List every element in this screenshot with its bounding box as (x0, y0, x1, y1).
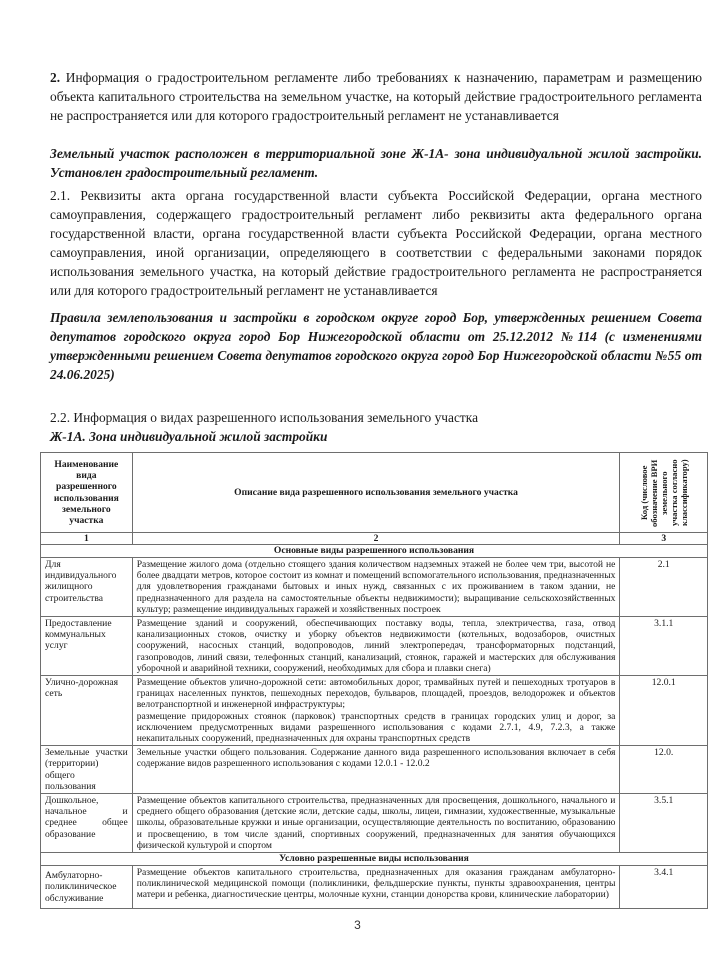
permitted-use-table (40, 452, 708, 909)
column-number: 1 (41, 533, 133, 545)
section-2-1-paragraph: 2.1. Реквизиты акта органа государственной власти субъекта Российской Федерации, органа местного самоуправления, содержащего градостроительный регламент либо реквизиты акта федерального органа государственной власти, органа государственной власти субъекта Российской Федерации, органа местного самоуправления, иной организации, определяющего в соответствии с федеральными законами порядок использования земельного участка, на который действие градостроительного регламента не распространяется или для которого градостроительный регламент не устанавливается (50, 188, 702, 298)
table-row (41, 746, 708, 794)
use-description: Размещение объектов капитального строительства, предназначенных для просвещения, дошкольного, начального и среднего общего образования (детские ясли, детские сады, школы, лицеи, гимназии, художественные, музыкальные школы, образовательные кружки и иные организации, осуществляющие деятельность по воспитанию, образованию и просвещению, в том числе зданий, спортивных сооружений, предназначенных для занятия обучающихся физической культурой и спортом (132, 794, 620, 853)
column-number: 3 (620, 533, 708, 545)
use-description-part-1: Размещение объектов улично-дорожной сети: автомобильных дорог, трамвайных путей и пешеходных тротуаров в границах населенных пунктов, пешеходных переходов, бульваров, площадей, проездов, велодорожек и объектов велотранспортной и инженерной инфраструктуры; (136, 677, 616, 711)
use-name: Дошкольное, начальное и среднее общее образование (41, 794, 133, 853)
table-row (41, 617, 708, 676)
use-description: Размещение объектов капитального строительства, предназначенных для оказания гражданам амбулаторно-поликлинической медицинской помощи (поликлиники, фельдшерские пункты, пункты здравоохранения, центры матери и ребенка, диагностические центры, молочные кухни, станции донорства крови, клинические лаборатории) (132, 866, 620, 909)
table-row (41, 866, 708, 909)
section-2-paragraph (50, 68, 702, 125)
use-name: Для индивидуального жилищного строительства (41, 558, 133, 617)
column-number-row (41, 533, 708, 545)
use-name: Улично-дорожная сеть (41, 676, 133, 746)
table-row (41, 558, 708, 617)
table-row (41, 676, 708, 746)
use-code: 12.0. (620, 746, 708, 794)
use-description: Размещение жилого дома (отдельно стоящего здания количеством надземных этажей не более чем три, высотой не более двадцати метров, которое состоит из комнат и помещений вспомогательного использования, предназначенных для удовлетворения гражданами бытовых и иных нужд, связанных с их проживанием в таком здании, не предназначенного для раздела на самостоятельные объекты недвижимости); выращивание сельскохозяйственных культур; размещение индивидуальных гаражей и хозяйственных построек (132, 558, 620, 617)
header-use-code-text: Код (числовое обозначение ВРИ земельного участка согласно классификатору) (638, 458, 689, 527)
use-name: Амбулаторно-поликлиническое обслуживание (41, 866, 133, 909)
section-title-main-uses: Основные виды разрешенного использования (41, 545, 708, 558)
land-use-rules-reference: Правила землепользования и застройки в городском округе город Бор, утвержденных решением Совета депутатов городского округа город Бор Нижегородской области от 25.12.2012 №114 (с изменениями утвержденными решением Совета депутатов городского округа город Бор Нижегородской области №55 от 24.06.2025) (50, 310, 702, 382)
use-code: 2.1 (620, 558, 708, 617)
use-description-part-2: размещение придорожных стоянок (парковок) транспортных средств в границах городских улиц и дорог, за исключением предусмотренных видами разрешенного использования с кодами 2.7.1, 4.9, 7.2.3, а также некапитальных сооружений, предназначенных для охраны транспортных средств (136, 710, 616, 745)
use-code: 12.0.1 (620, 676, 708, 746)
use-name: Земельные участки (территории) общего пользования (41, 746, 133, 794)
use-description: Земельные участки общего пользования. Содержание данного вида разрешенного использования включает в себя содержание видов разрешенного использования с кодами 12.0.1 - 12.0.2 (132, 746, 620, 794)
table-row (41, 794, 708, 853)
use-description: Размещение зданий и сооружений, обеспечивающих поставку воды, тепла, электричества, газа, отвод канализационных стоков, очистку и уборку объектов недвижимости (котельных, водозаборов, очистных сооружений, насосных станций, водопроводов, линий электропередач, трансформаторных подстанций, газопроводов, линий связи, телефонных станций, канализаций, стоянок, гаражей и мастерских для обслуживания уборочной и аварийной техники, сооружений, необходимых для сбора и плавки снега) (132, 617, 620, 676)
section-row-conditional-uses (41, 853, 708, 866)
section-title-conditional-uses: Условно разрешенные виды использования (41, 853, 708, 866)
use-code: 3.1.1 (620, 617, 708, 676)
column-number: 2 (132, 533, 620, 545)
header-use-description: Описание вида разрешенного использования земельного участка (132, 453, 620, 533)
use-code: 3.5.1 (620, 794, 708, 853)
zone-location-note: Земельный участок расположен в территориальной зоне Ж-1А- зона индивидуальной жилой застройки. Установлен градостроительный регламент. (50, 146, 702, 180)
zone-title: Ж-1А. Зона индивидуальной жилой застройки (50, 429, 328, 444)
header-use-code (620, 453, 708, 533)
table-header-row (41, 453, 708, 533)
page-number: 3 (354, 918, 361, 932)
header-use-name: Наименование вида разрешенного использования земельного участка (41, 453, 133, 533)
section-2-number: 2. (50, 70, 61, 85)
use-description (132, 676, 620, 746)
use-name: Предоставление коммунальных услуг (41, 617, 133, 676)
section-row-main-uses (41, 545, 708, 558)
section-2-2-heading: 2.2. Информация о видах разрешенного использования земельного участка (50, 410, 479, 425)
section-2-text: Информация о градостроительном регламенте либо требованиях к назначению, параметрам и размещению объекта капитального строительства на земельном участке, на который действие градостроительного регламента не распространяется или для которого градостроительный регламент не устанавливается (50, 70, 702, 123)
use-code: 3.4.1 (620, 866, 708, 909)
